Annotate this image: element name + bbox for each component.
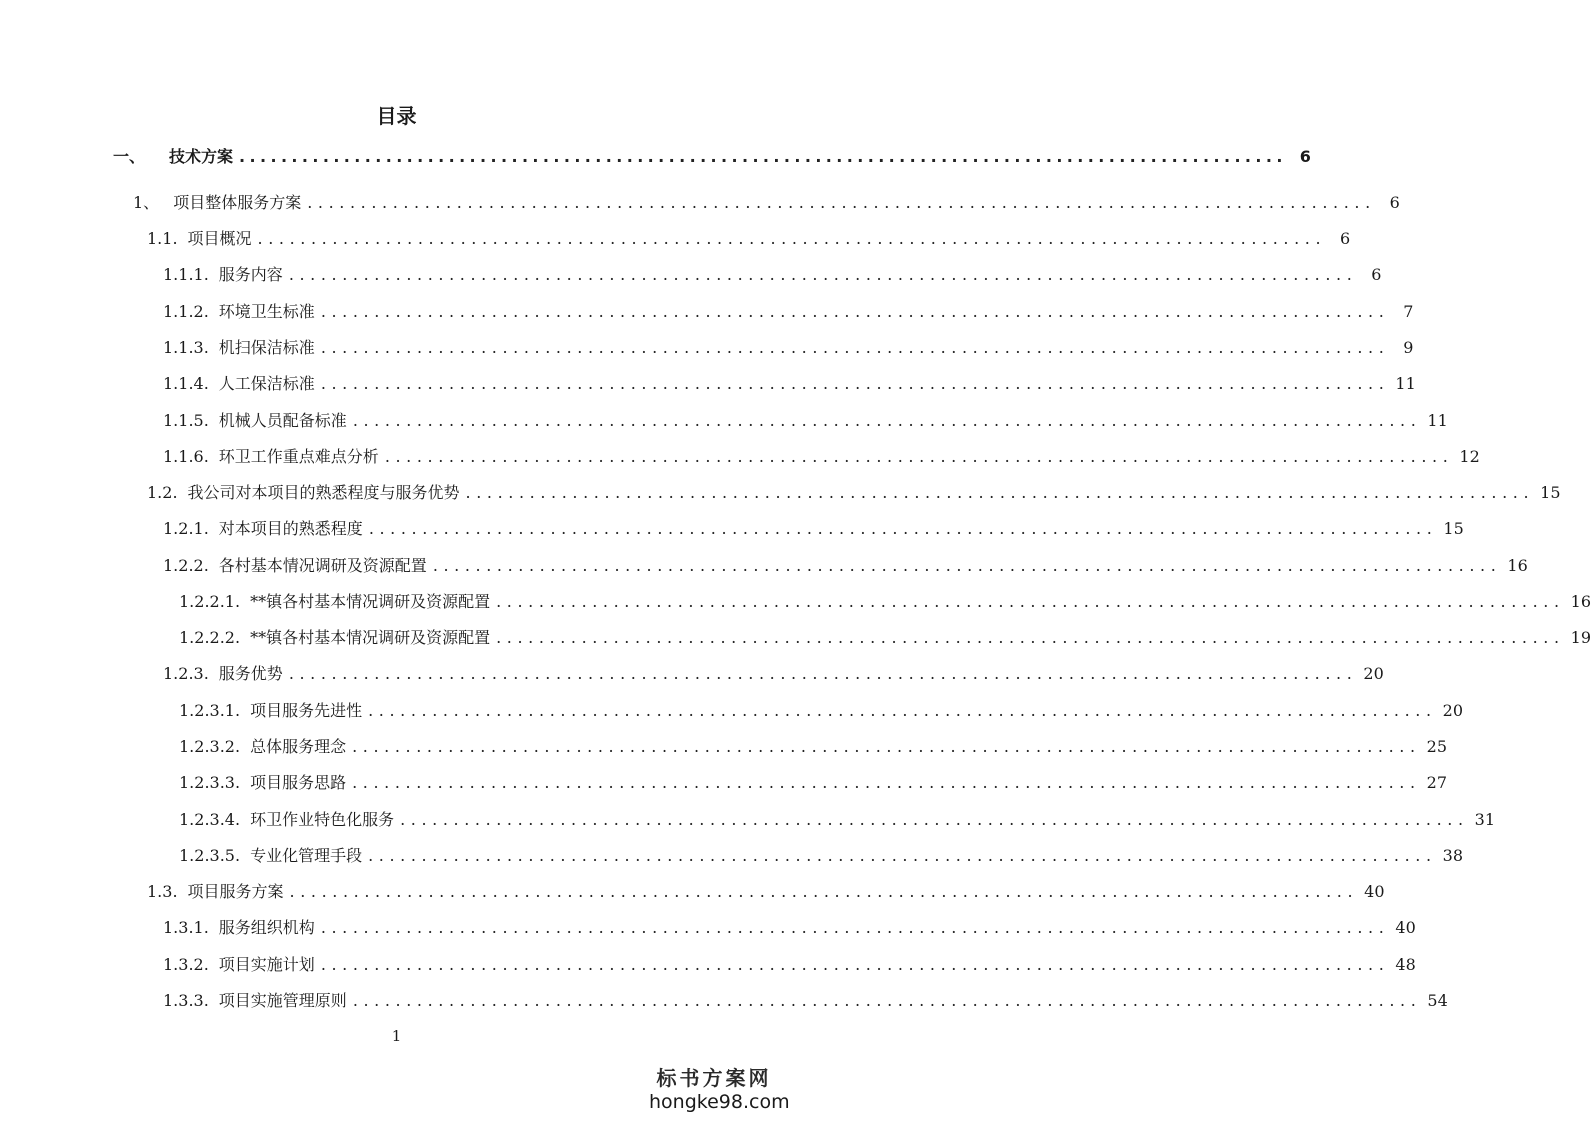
toc-entry-page: 15 — [1540, 483, 1561, 502]
toc-entry-title: **镇各村基本情况调研及资源配置 — [250, 628, 491, 647]
toc-entry-number: 1.2.3. — [163, 664, 209, 683]
toc-entry-number: 1.3.3. — [163, 991, 209, 1010]
toc-entry[interactable] — [163, 662, 1384, 686]
toc-dot-leader: .................................................................................................... — [384, 447, 1454, 466]
toc-entry-page: 12 — [1459, 447, 1480, 466]
toc-dot-leader: .................................................................................................... — [368, 846, 1437, 865]
toc-entry-title: 项目服务方案 — [187, 882, 284, 901]
toc-entry-page: 31 — [1474, 810, 1496, 829]
toc-entry-number: 1.1.4. — [163, 374, 209, 393]
toc-entry-page: 11 — [1427, 411, 1448, 430]
toc-dot-leader: .................................................................................................... — [289, 882, 1359, 901]
toc-entry-number: 1.2.3.1. — [179, 701, 241, 720]
toc-entry[interactable] — [163, 989, 1448, 1013]
toc-entry-number: 1.3.1. — [163, 918, 209, 937]
toc-entry-title: 我公司对本项目的熟悉程度与服务优势 — [187, 483, 460, 502]
toc-entry-number: 1.2.1. — [163, 519, 209, 538]
toc-entry-title: 专业化管理手段 — [250, 846, 363, 865]
toc-dot-leader: .................................................................................................... — [352, 411, 1422, 430]
toc-entry-page: 16 — [1570, 592, 1591, 611]
toc-entry-page: 40 — [1364, 882, 1385, 901]
toc-entry-page: 19 — [1570, 628, 1591, 647]
toc-entry[interactable] — [163, 300, 1414, 324]
toc-entry-title: 环卫工作重点难点分析 — [218, 447, 379, 466]
toc-dot-leader: .................................................................................................... — [352, 773, 1421, 792]
toc-entry-number: 一、 — [113, 147, 146, 166]
toc-entry-number: 1.1.6. — [163, 447, 209, 466]
toc-entry-page: 27 — [1426, 773, 1448, 792]
toc-entry-title: 项目整体服务方案 — [173, 193, 302, 212]
toc-entry-title: 机械人员配备标准 — [218, 411, 347, 430]
toc-entry-title: 机扫保洁标准 — [218, 338, 315, 357]
toc-entry-number: 1.2.3.5. — [179, 846, 241, 865]
toc-entry-page: 40 — [1395, 918, 1416, 937]
toc-entry[interactable] — [179, 699, 1464, 723]
toc-entry-title: 环卫作业特色化服务 — [250, 810, 395, 829]
toc-entry[interactable] — [163, 554, 1528, 578]
toc-entry-page: 9 — [1403, 338, 1414, 357]
toc-entry[interactable] — [163, 445, 1480, 469]
toc-entry-page: 11 — [1395, 374, 1416, 393]
toc-dot-leader: .................................................................................................... — [496, 628, 1565, 647]
toc-entry-title: 项目服务思路 — [250, 773, 347, 792]
toc-entry[interactable] — [113, 145, 1311, 169]
toc-entry[interactable] — [147, 227, 1351, 251]
toc-dot-leader: .................................................................................................... — [352, 737, 1421, 756]
toc-entry-title: 人工保洁标准 — [218, 374, 315, 393]
toc-entry-number: 1.1. — [147, 229, 178, 248]
toc-entry[interactable] — [163, 409, 1448, 433]
toc-entry-number: 1.1.2. — [163, 302, 209, 321]
toc-entry[interactable] — [147, 880, 1385, 904]
toc-entry-page: 15 — [1443, 519, 1464, 538]
toc-entry-page: 16 — [1507, 556, 1528, 575]
toc-dot-leader: .................................................................................................... — [368, 519, 1438, 538]
toc-dot-leader: .................................................................................................... — [307, 193, 1376, 212]
toc-entry-title: 项目概况 — [187, 229, 252, 248]
toc-dot-leader: .................................................................................................... — [320, 302, 1390, 321]
toc-entry[interactable] — [163, 336, 1414, 360]
toc-entry-title: 总体服务理念 — [250, 737, 347, 756]
toc-entry[interactable] — [179, 735, 1448, 759]
toc-entry[interactable] — [179, 626, 1591, 650]
toc-entry-number: 1.2.3.4. — [179, 810, 241, 829]
toc-entry-number: 1.1.3. — [163, 338, 209, 357]
toc-entry-title: 服务组织机构 — [218, 918, 315, 937]
toc-entry-number: 1.2. — [147, 483, 178, 502]
toc-entry-title: 服务内容 — [218, 265, 283, 284]
toc-dot-leader: .................................................................................................... — [432, 556, 1502, 575]
toc-dot-leader: .................................................................................................... — [465, 483, 1535, 502]
page-number: 1 — [391, 1027, 402, 1045]
toc-entry-page: 6 — [1339, 229, 1351, 248]
toc-entry-number: 1.2.3.3. — [179, 773, 241, 792]
toc-entry[interactable] — [179, 844, 1464, 868]
toc-entry-number: 1.2.2.1. — [179, 592, 241, 611]
toc-entry-number: 1.1.1. — [163, 265, 209, 284]
toc-entry-number: 1.2.2.2. — [179, 628, 241, 647]
watermark-url: hongke98.com — [649, 1091, 790, 1113]
toc-dot-leader: .................................................................................................... — [320, 374, 1390, 393]
toc-entry-number: 1.3.2. — [163, 955, 209, 974]
toc-entry-number: 1.2.3.2. — [179, 737, 241, 756]
toc-entry[interactable] — [163, 916, 1416, 940]
toc-entry-number: 1.1.5. — [163, 411, 209, 430]
toc-entry-page: 38 — [1442, 846, 1464, 865]
toc-entry-page: 54 — [1427, 991, 1448, 1010]
toc-entry[interactable] — [179, 808, 1496, 832]
toc-entry[interactable] — [133, 191, 1400, 215]
toc-entry-page: 6 — [1299, 147, 1311, 166]
toc-entry-title: 技术方案 — [169, 147, 234, 166]
toc-entry-page: 20 — [1442, 701, 1464, 720]
toc-entry-title: 服务优势 — [218, 664, 283, 683]
toc-entry-page: 48 — [1395, 955, 1416, 974]
toc-dot-leader: .................................................................................................... — [400, 810, 1469, 829]
toc-entry[interactable] — [147, 481, 1561, 505]
toc-dot-leader: .................................................................................................... — [352, 991, 1422, 1010]
toc-dot-leader: .................................................................................................... — [288, 265, 1358, 284]
toc-entry-number: 1、 — [133, 193, 160, 212]
toc-dot-leader: .................................................................................................... — [320, 918, 1390, 937]
toc-entry-page: 7 — [1403, 302, 1414, 321]
toc-entry-title: 项目实施管理原则 — [218, 991, 347, 1010]
toc-entry-title: 对本项目的熟悉程度 — [218, 519, 363, 538]
toc-entry[interactable] — [163, 517, 1464, 541]
toc-dot-leader: .................................................................................................... — [320, 338, 1390, 357]
toc-entry[interactable] — [163, 263, 1382, 287]
toc-dot-leader: .................................................................................................... — [368, 701, 1437, 720]
watermark-name: 标书方案网 — [656, 1066, 772, 1090]
toc-entry[interactable] — [163, 953, 1416, 977]
toc-entry-number: 1.2.2. — [163, 556, 209, 575]
toc-entry-page: 25 — [1426, 737, 1448, 756]
toc-entry[interactable] — [163, 372, 1416, 396]
toc-dot-leader: .................................................................................................... — [257, 229, 1327, 248]
toc-entry-title: 项目实施计划 — [218, 955, 315, 974]
watermark — [649, 1066, 790, 1114]
toc-entry-title: 各村基本情况调研及资源配置 — [218, 556, 427, 575]
toc-entry-number: 1.3. — [147, 882, 178, 901]
toc-dot-leader: .................................................................................................... — [288, 664, 1358, 683]
toc-entry-title: 环境卫生标准 — [218, 302, 315, 321]
toc-entry-page: 6 — [1371, 265, 1382, 284]
page-title: 目录 — [376, 104, 417, 128]
toc-dot-leader: .................................................................................................... — [496, 592, 1565, 611]
toc-entry-title: 项目服务先进性 — [250, 701, 363, 720]
toc-entry-title: **镇各村基本情况调研及资源配置 — [250, 592, 491, 611]
toc-dot-leader: .................................................................................................... — [320, 955, 1390, 974]
toc-dot-leader: .................................................................................................... — [239, 147, 1287, 166]
toc-entry[interactable] — [179, 590, 1591, 614]
toc-entry[interactable] — [179, 771, 1448, 795]
toc-entry-page: 20 — [1363, 664, 1384, 683]
toc-entry-page: 6 — [1389, 193, 1400, 212]
